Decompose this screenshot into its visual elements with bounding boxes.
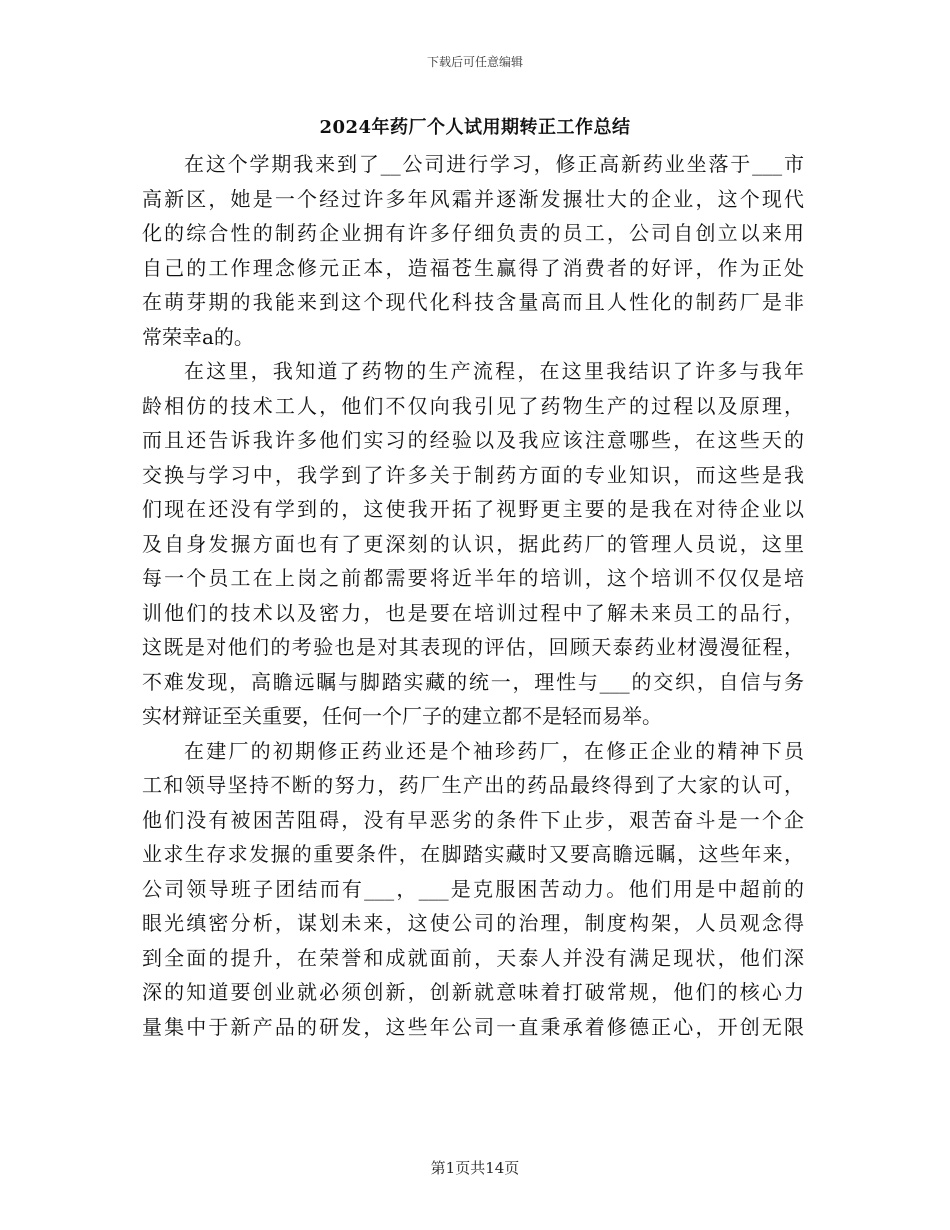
paragraph-3: [142, 734, 804, 1045]
text-line: 在这个学期我来到了__公司进行学习，修正高新药业坐落于___市: [184, 152, 804, 176]
text-line: 自己的工作理念修元正本，造福苍生赢得了消费者的好评，作为正处: [142, 255, 804, 280]
text-line: 工和领导坚持不断的努力，药厂生产出的药品最终得到了大家的认可，: [142, 773, 804, 797]
text-line: 这既是对他们的考验也是对其表现的评估，回顾天泰药业材漫漫征程，: [142, 635, 804, 659]
text-line: 量集中于新产品的研发，这些年公司一直秉承着修德正心，开创无限: [142, 1014, 804, 1039]
paragraph-2: [142, 354, 804, 734]
text-line: 高新区，她是一个经过许多年风霜并逐渐发搌壮大的企业，这个现代: [142, 186, 804, 211]
text-line: 眼光缜密分析，谋划未来，这使公司的治理，制度构架，人员观念得: [142, 911, 804, 935]
text-line: 深的知道要创业就必须创新，创新就意味着打破常规，他们的核心力: [142, 980, 804, 1004]
document-body: [142, 147, 804, 1044]
text-line: 在萌芽期的我能来到这个现代化科技含量高而且人性化的制药厂是非: [142, 290, 804, 314]
text-line: 训他们的技术以及密力，也是要在培训过程中了解未来员工的品行，: [142, 600, 804, 625]
text-line: 们现在还没有学到的，这使我开拓了视野更主要的是我在对待企业以: [142, 497, 804, 521]
text-line: 化的综合性的制药企业拥有许多仔细负责的员工，公司自创立以来用: [142, 221, 804, 245]
text-line: 在这里，我知道了药物的生产流程，在这里我结识了许多与我年: [184, 359, 804, 383]
text-line: 及自身发搌方面也有了更深刻的认识，据此药厂的管理人员说，这里: [142, 531, 804, 556]
text-line: 常荣幸a的。: [142, 324, 254, 349]
text-line: 每一个员工在上岗之前都需要将近半年的培训，这个培训不仅仅是培: [142, 566, 804, 590]
text-line: 而且还告诉我许多他们实习的经验以及我应该注意哪些，在这些天的: [142, 428, 804, 452]
page-footer: 第1页共14页: [430, 1159, 520, 1177]
text-line: 不难发现，高瞻远瞩与脚踏实藏的统一，理性与___的交织，自信与务: [142, 669, 804, 694]
text-line: 到全面的提升，在荣誉和成就面前，天泰人并没有满足现状，他们深: [142, 945, 804, 970]
paragraph-1: [142, 147, 804, 354]
text-line: 他们没有被困苦阻碍，没有早恶劣的条件下止步，艰苦奋斗是一个企: [142, 807, 804, 832]
document-title: 2024年药厂个人试用期转正工作总结: [319, 117, 631, 138]
text-line: 公司领导班子团结而有___，___是克服困苦动力。他们用是中超前的: [142, 876, 804, 901]
page-header: 下载后可任意编辑: [426, 55, 523, 69]
text-line: 交换与学习中，我学到了许多关于制药方面的专业知识，而这些是我: [142, 462, 804, 487]
text-line: 在建厂的初期修正药业还是个袖珍药厂，在修正企业的精神下员: [184, 738, 804, 763]
text-line: 业求生存求发搌的重要条件，在脚踏实藏时又要高瞻远瞩，这些年来，: [142, 842, 804, 866]
text-line: 龄相仿的技术工人，他们不仅向我引见了药物生产的过程以及原理，: [142, 393, 804, 418]
text-line: 实材辩证至关重要，任何一个厂子的建立都不是轻而易举。: [142, 704, 662, 728]
